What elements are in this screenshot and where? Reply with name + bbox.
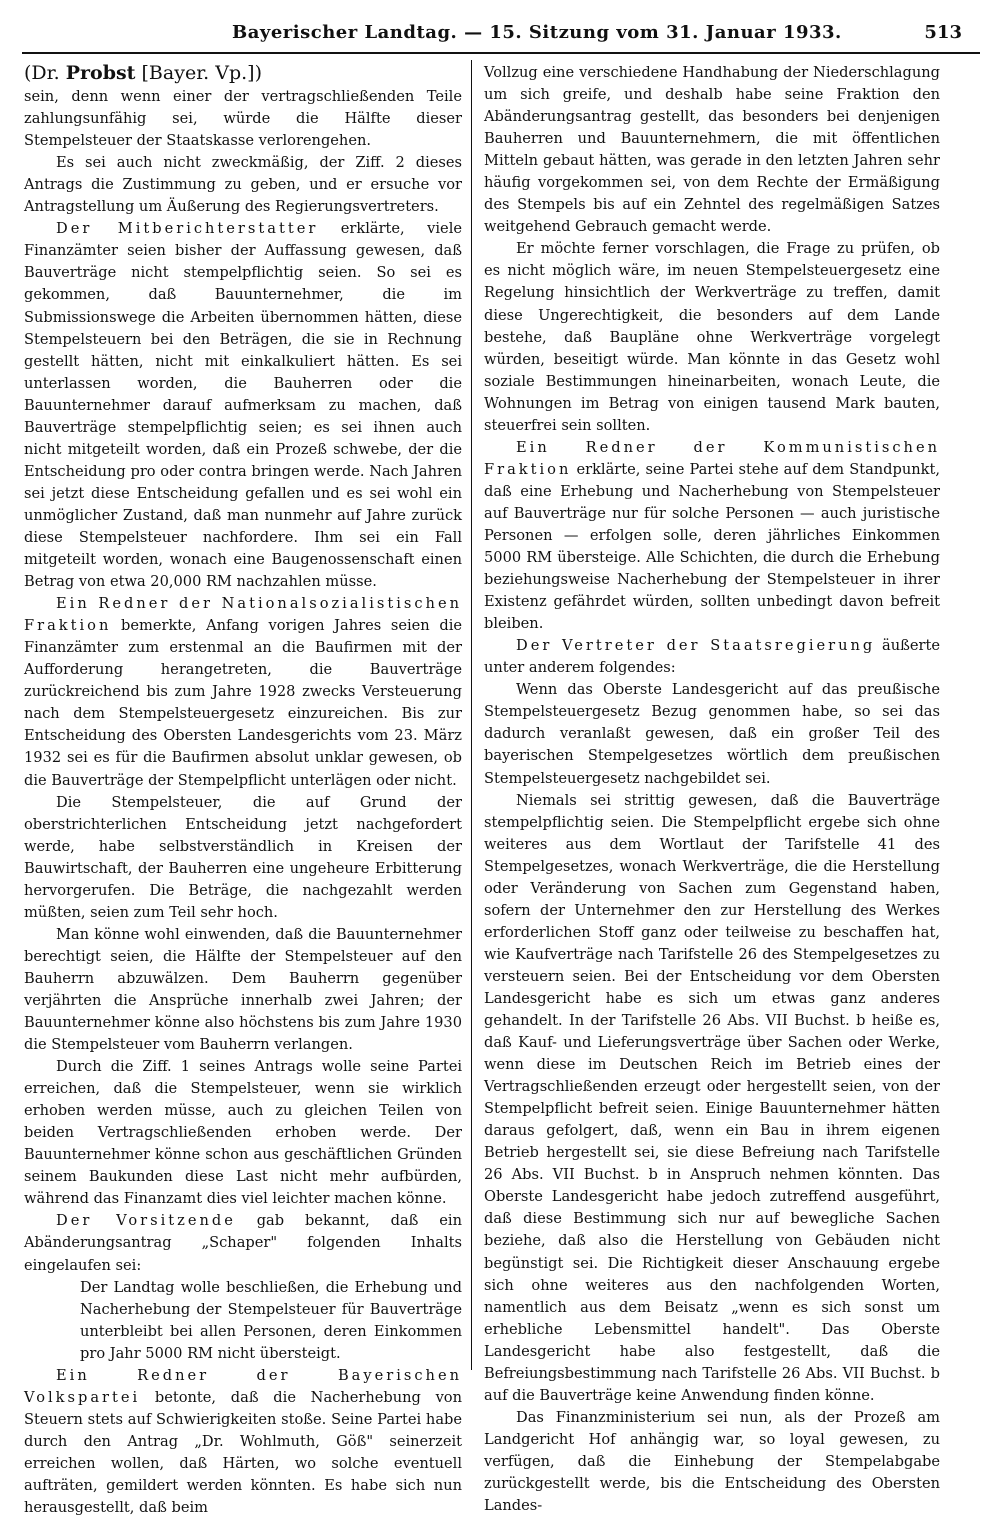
speaker-label: Ein Redner der Bayerischen Volkspartei bbox=[24, 1366, 462, 1406]
page-number: 513 bbox=[924, 22, 962, 43]
paragraph-text: erklärte, viele Finanzämter seien bisher der Auffassung gewesen, daß Bauverträge nicht stempelpflichtig seien. So sei es gekommen, daß Bauunternehmer, die im Submissionswege die Arbeiten übernommen hätten, diese Stempelsteuern bei den Beträgen, die sie in Rechnung gestellt hätten, nicht mit einkalkuliert hätten. Es sei unterlassen worden, die Bauherren oder die Bauunternehmer darauf aufmerksam zu machen, daß Bauverträge stempelpflichtig seien; es sei ihnen auch nicht mitgeteilt worden, daß ein Prozeß schwebe, der die Entscheidung pro oder contra bringen werde. Nach Jahren sei jetzt diese Entscheidung gefallen und es sei wohl ein unmöglicher Zustand, daß man nunmehr auf Jahre zurück diese Stempelsteuer nachfordere. Ihm sei ein Fall mitgeteilt worden, wonach eine Baugenossenschaft einen Betrag von etwa 20,000 RM nachzahlen müsse. bbox=[24, 220, 462, 591]
paragraph bbox=[24, 1210, 462, 1276]
paragraph-text: Vollzug eine verschiedene Handhabung der Niederschlagung um sich greife, und deshalb habe seine Fraktion den Abänderungsantrag gestellt, das besonders bei denjenigen Bauherren und Bauunternehmern, die mit öffentlichen Mitteln gebaut hätten, was gerade in den letzten Jahren sehr häufig vorgekommen sei, von dem Rechte der Ermäßigung des Stempels bis auf ein Zehntel des regelmäßigen Satzes weitgehend Gebrauch gemacht werde. bbox=[484, 64, 940, 236]
speaker-label: Ein Redner der Kommunistischen Fraktion bbox=[484, 438, 940, 478]
column-divider bbox=[471, 60, 472, 1370]
speaker-label: Der Vorsitzende bbox=[56, 1212, 236, 1230]
paragraph-text: bemerkte, Anfang vorigen Jahres seien die Finanzämter zum erstenmal an die Baufirmen mit der Aufforderung herangetreten, die Bauverträge zurückreichend bis zum Jahre 1928 zwecks Versteuerung nach dem Stempelsteuergesetz einzureichen. Bis zur Entscheidung des Obersten Landesgerichts vom 23. März 1932 sei es für die Baufirmen absolut unklar gewesen, ob die Bauverträge der Stempelpflicht unterlägen oder nicht. bbox=[24, 617, 462, 789]
paragraph bbox=[24, 152, 462, 218]
paragraph bbox=[484, 679, 940, 789]
speaker-heading bbox=[24, 62, 462, 86]
speaker-label: Ein Redner der Nationalsozialistischen Fraktion bbox=[24, 595, 462, 635]
header-rule bbox=[22, 52, 980, 54]
paragraph-text: gab bekannt, daß ein Abänderungsantrag „Schaper" folgenden Inhalts eingelaufen sei: bbox=[24, 1212, 462, 1274]
left-column bbox=[24, 62, 462, 1519]
paragraph bbox=[24, 593, 462, 791]
paragraph-text: Das Finanzministerium sei nun, als der Prozeß am Landgericht Hof anhängig war, so loyal gewesen, zu verfügen, daß die Einhebung der Stempelabgabe zurückgestellt werde, bis die Entscheidung des Obersten Landes- bbox=[484, 1408, 940, 1515]
paragraph-text: Es sei auch nicht zweckmäßig, der Ziff. 2 dieses Antrags die Zustimmung zu geben, und er ersuche vor Antragstellung um Äußerung des Regierungsvertreters. bbox=[24, 154, 462, 216]
paragraph-text: Man könne wohl einwenden, daß die Bauunternehmer berechtigt seien, die Hälfte der Stempelsteuer auf den Bauherrn abzuwälzen. Dem Bauherrn gegenüber verjährten die Ansprüche innerhalb zwei Jahren; der Bauunternehmer könne also höchstens bis zum Jahre 1930 die Stempelsteuer vom Bauherrn verlangen. bbox=[24, 925, 462, 1054]
paragraph bbox=[484, 1407, 940, 1517]
page-header bbox=[22, 10, 982, 50]
paragraph bbox=[24, 792, 462, 924]
paragraph-text: Niemals sei strittig gewesen, daß die Bauverträge stempelpflichtig seien. Die Stempelpflicht ergebe sich ohne weiteres aus dem Wortlaut der Tarifstelle 41 des Stempelgesetzes, wonach Werkverträge, die die Herstellung oder Veränderung von Sachen zum Gegenstand haben, sofern der Unternehmer den zur Herstellung des Werkes erforderlichen Stoff ganz oder teilweise zu beschaffen hat, wie Kaufverträge nach Tarifstelle 26 des Stempelgesetzes zu versteuern seien. Bei der Entscheidung vor dem Obersten Landesgericht habe es sich um etwas ganz anderes gehandelt. In der Tarifstelle 26 Abs. VII Buchst. b heiße es, daß Kauf- und Lieferungsverträge über Sachen oder Werke, wenn diese im Deutschen Reich im Betrieb eines der Vertragschließenden erzeugt oder hergestellt seien, von der Stempelpflicht befreit seien. Einige Bauunternehmer hätten daraus gefolgert, daß, wenn ein Bau in ihrem eigenen Betrieb hergestellt sei, sie diese Befreiung nach Tarifstelle 26 Abs. VII Buchst. b in Anspruch nehmen könnten. Das Oberste Landesgericht habe jedoch zutreffend ausgeführt, daß diese Bestimmung sich nur auf bewegliche Sachen beziehe, daß also die Herstellung von Gebäuden nicht begünstigt sei. Die Richtigkeit dieser Anschauung ergebe sich ohne weiteres aus den nachfolgenden Worten, namentlich aus dem Beisatz „wenn es sich sonst um erhebliche Lebensmittel handelt". Das Oberste Landesgericht habe also festgestellt, daß die Befreiungsbestimmung nach Tarifstelle 26 Abs. VII Buchst. b auf die Bauverträge keine Anwendung finden könne. bbox=[484, 791, 940, 1404]
paragraph-text: Er möchte ferner vorschlagen, die Frage zu prüfen, ob es nicht möglich wäre, im neuen Stempelsteuergesetz eine Regelung hinsichtlich der Werkverträge zu treffen, damit diese Ungerechtigkeit, die besonders auf dem Lande bestehe, daß Baupläne ohne Werkverträge vorgelegt würden, beseitigt würde. Man könnte in das Gesetz wohl soziale Bestimmungen hineinarbeiten, wonach Leute, die Wohnungen im Betrag von einigen tausend Mark bauten, steuerfrei sein sollten. bbox=[484, 240, 940, 434]
paragraph bbox=[484, 790, 940, 1407]
paragraph bbox=[24, 1056, 462, 1210]
paragraph-text: Durch die Ziff. 1 seines Antrags wolle seine Partei erreichen, daß die Stempelsteuer, wenn sie wirklich erhoben werden müsse, auch zu gleichen Teilen von beiden Vertragschließenden erhoben werde. Der Bauunternehmer könne schon aus geschäftlichen Gründen seinem Baukunden diese Last nicht mehr aufbürden, während das Finanzamt dies viel leichter machen könne. bbox=[24, 1058, 462, 1208]
paragraph-text: erklärte, seine Partei stehe auf dem Standpunkt, daß eine Erhebung und Nacherhebung von Stempelsteuer auf Bauverträge nur für solche Personen — auch juristische Personen — erfolgen solle, deren jährliches Einkommen 5000 RM übersteige. Alle Schichten, die durch die Erhebung beziehungsweise Nacherhebung der Stempelsteuer in ihrer Existenz gefährdet würden, sollten unbedingt davon befreit bleiben. bbox=[484, 460, 940, 633]
paragraph bbox=[24, 1365, 462, 1519]
paragraph bbox=[484, 635, 940, 679]
speaker-label: Der Vertreter der Staatsregierung bbox=[516, 637, 876, 655]
paragraph-text: Wenn das Oberste Landesgericht auf das preußische Stempelsteuergesetz Bezug genommen habe, so sei das dadurch veranlaßt gewesen, daß ein großer Teil des bayerischen Stempelgesetzes wörtlich dem preußischen Stempelsteuergesetz nachgebildet sei. bbox=[484, 681, 940, 787]
paragraph bbox=[484, 437, 940, 635]
paragraph bbox=[24, 86, 462, 152]
paragraph bbox=[24, 924, 462, 1056]
paragraph bbox=[484, 62, 940, 238]
speaker-name: Probst bbox=[65, 62, 136, 84]
speaker-label: Der Mitberichterstatter bbox=[56, 220, 319, 238]
motion-quote: Der Landtag wolle beschließen, die Erhebung und Nacherhebung der Stempelsteuer für Bauverträge unterbleibt bei allen Personen, deren Einkommen pro Jahr 5000 RM nicht übersteigt. bbox=[80, 1278, 462, 1362]
paragraph bbox=[484, 238, 940, 436]
running-head: Bayerischer Landtag. — 15. Sitzung vom 31. Januar 1933. bbox=[232, 22, 842, 43]
paragraph-text: äußerte unter anderem folgendes: bbox=[484, 637, 940, 677]
paragraph-text: betonte, daß die Nacherhebung von Steuern stets auf Schwierigkeiten stoße. Seine Partei habe durch den Antrag „Dr. Wohlmuth, Göß" seinerzeit erreichen wollen, daß Härten, wo solche eventuell aufträten, gemildert werden könnten. Es habe sich nun herausgestellt, daß beim bbox=[24, 1388, 462, 1517]
speaker-open: (Dr. bbox=[24, 62, 66, 84]
right-column bbox=[484, 62, 940, 1517]
paragraph-text: sein, denn wenn einer der vertragschließenden Teile zahlungsunfähig sei, würde die Hälfte dieser Stempelsteuer der Staatskasse verlorengehen. bbox=[24, 88, 462, 150]
speaker-party: [Bayer. Vp.]) bbox=[135, 62, 263, 84]
paragraph-text: Die Stempelsteuer, die auf Grund der oberstrichterlichen Entscheidung jetzt nachgefordert werde, habe selbstverständlich in Kreisen der Bauwirtschaft, der Bauherren eine ungeheure Erbitterung hervorgerufen. Die Beträge, die nachgezahlt werden müßten, seien zum Teil sehr hoch. bbox=[24, 793, 462, 921]
paragraph bbox=[24, 218, 462, 593]
